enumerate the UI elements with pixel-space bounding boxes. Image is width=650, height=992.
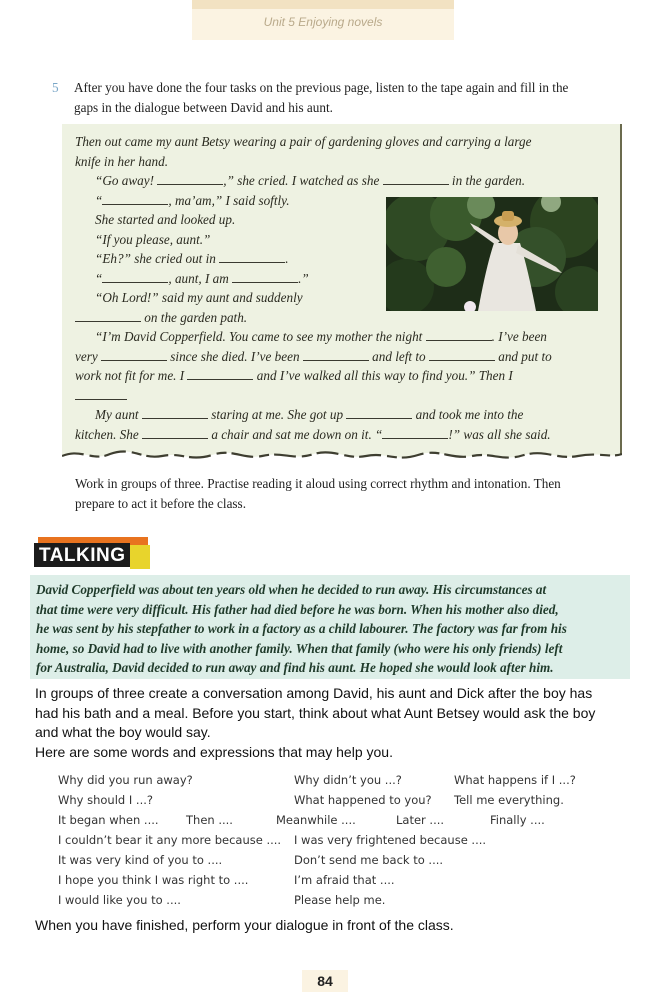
intro-line: home, so David had to live with another family. When that family (who were his only friends) left: [36, 640, 563, 656]
dialogue-segment: “: [95, 192, 103, 208]
task-line: gaps in the dialogue between David and his aunt.: [74, 100, 333, 115]
instruction-line: Here are some words and expressions that may help you.: [35, 743, 393, 760]
intro-line: for Australia, David decided to run away and find his aunt. He hoped she would look after him.: [36, 660, 554, 676]
task-number: 5: [52, 80, 59, 95]
dialogue-line: [75, 269, 615, 289]
badge-label: TALKING: [39, 545, 126, 566]
dialogue-segment: on the garden path.: [144, 309, 248, 325]
phrase: Why should I ...?: [58, 793, 153, 807]
task-instructions: [74, 78, 622, 118]
instruction-line: In groups of three create a conversation among David, his aunt and Dick after the boy has: [35, 685, 593, 701]
blank: [75, 387, 127, 400]
dialogue-text: [75, 132, 615, 444]
dialogue-segment: very: [75, 348, 98, 364]
dialogue-line: [75, 171, 615, 191]
blank: [426, 328, 492, 341]
phrase: Later ....: [396, 813, 445, 827]
dialogue-segment: and put to: [498, 348, 552, 364]
blank: [75, 309, 141, 322]
dialogue-segment: kitchen. She: [75, 426, 139, 442]
blank: [382, 426, 448, 439]
phrase: Why didn’t you ...?: [294, 773, 402, 787]
dialogue-line: [75, 386, 615, 406]
torn-edge: [62, 444, 622, 466]
blank: [142, 406, 208, 419]
dialogue-line: [75, 327, 615, 347]
dialogue-line: “Oh Lord!” said my aunt and suddenly: [95, 290, 303, 305]
dialogue-segment: work not fit for me. I: [75, 368, 185, 383]
dialogue-segment: , aunt, I am: [168, 270, 229, 286]
blank: [383, 172, 449, 185]
work-instructions: [75, 474, 623, 514]
header-strip: [192, 0, 454, 9]
dialogue-segment: since she died. I’ve been: [170, 348, 300, 364]
dialogue-line: She started and looked up.: [95, 212, 236, 227]
dialogue-line: knife in her hand.: [75, 153, 169, 169]
dialogue-segment: and took me into the: [415, 407, 524, 422]
dialogue-segment: ,” she cried. I watched as she: [223, 173, 380, 188]
dialogue-line: [75, 308, 615, 328]
talking-instructions: [35, 684, 635, 762]
dialogue-segment: in the garden.: [451, 173, 526, 188]
phrase: Finally ....: [490, 813, 545, 827]
blank: [346, 406, 412, 419]
phrase: It began when ....: [58, 813, 159, 827]
unit-header: [192, 0, 454, 40]
dialogue-segment: a chair and sat me down on it. “: [211, 426, 383, 442]
dialogue-line: [75, 249, 615, 269]
badge-yellow-block: [130, 545, 150, 569]
phrase: Then ....: [186, 813, 233, 827]
phrase: I hope you think I was right to ....: [58, 873, 249, 887]
dialogue-segment: My aunt: [95, 407, 139, 422]
blank: [303, 348, 369, 361]
blank: [157, 172, 223, 185]
blank: [219, 250, 285, 263]
phrase: I would like you to ....: [58, 893, 181, 907]
phrase: Don’t send me back to ....: [294, 853, 444, 867]
intro-line: that time were very difficult. His father had died before he was born. When his mother also died,: [36, 601, 559, 617]
dialogue-line: [75, 366, 615, 386]
dialogue-segment: “: [95, 270, 103, 286]
dialogue-segment: , ma’am,” I said softly.: [168, 192, 290, 208]
blank: [101, 348, 167, 361]
page-number: 84: [302, 970, 348, 992]
talking-badge: [34, 537, 152, 571]
dialogue-segment: .: [285, 251, 289, 266]
phrase: What happened to you?: [294, 793, 432, 807]
blank: [232, 270, 298, 283]
dialogue-segment: .”: [298, 270, 309, 286]
phrase: I couldn’t bear it any more because ....: [58, 833, 282, 847]
instruction-line: had his bath and a meal. Before you start, think about what Aunt Betsey would ask the boy: [35, 704, 596, 721]
unit-title: Unit 5 Enjoying novels: [263, 15, 383, 29]
phrase: What happens if I ...?: [454, 773, 576, 787]
blank: [102, 192, 168, 205]
instruction-line: and what the boy would say.: [35, 724, 211, 741]
phrase: It was very kind of you to ....: [58, 853, 223, 867]
dialogue-segment: and I’ve walked all this way to find you.” Then I: [256, 368, 513, 383]
intro-line: David Copperfield was about ten years old when he decided to run away. His circumstances at: [36, 582, 547, 597]
work-line: prepare to act it before the class.: [75, 496, 246, 511]
blank: [187, 367, 253, 380]
dialogue-line: [75, 405, 615, 425]
dialogue-line: “If you please, aunt.”: [95, 231, 211, 247]
dialogue-line: Then out came my aunt Betsy wearing a pair of gardening gloves and carrying a large: [75, 134, 532, 149]
phrase: Tell me everything.: [454, 793, 564, 807]
phrase: I was very frightened because ....: [294, 833, 487, 847]
task-line: After you have done the four tasks on the previous page, listen to the tape again and fill in the: [74, 80, 569, 95]
intro-text: [36, 580, 626, 678]
work-line: Work in groups of three. Practise reading it aloud using correct rhythm and intonation. Then: [75, 476, 561, 491]
dialogue-line: [75, 425, 615, 445]
dialogue-segment: !” was all she said.: [448, 426, 551, 442]
dialogue-segment: staring at me. She got up: [211, 407, 344, 422]
dialogue-segment: “Eh?” she cried out in: [95, 251, 216, 266]
phrase: Why did you run away?: [58, 773, 193, 787]
dialogue-segment: “I’m David Copperfield. You came to see my mother the night: [95, 329, 423, 344]
phrase: I’m afraid that ....: [294, 873, 395, 887]
phrase: Meanwhile ....: [276, 813, 356, 827]
blank: [142, 426, 208, 439]
closing-instruction: When you have finished, perform your dialogue in front of the class.: [35, 917, 454, 933]
phrase: Please help me.: [294, 893, 386, 907]
intro-line: he was sent by his stepfather to work in a factory as a child labourer. The factory was far from his: [36, 621, 567, 637]
blank: [102, 270, 168, 283]
dialogue-segment: and left to: [372, 348, 426, 364]
blank: [429, 348, 495, 361]
dialogue-segment: . I’ve been: [491, 329, 547, 344]
dialogue-segment: “Go away!: [95, 173, 154, 188]
dialogue-line: [75, 191, 615, 211]
dialogue-line: [75, 347, 615, 367]
